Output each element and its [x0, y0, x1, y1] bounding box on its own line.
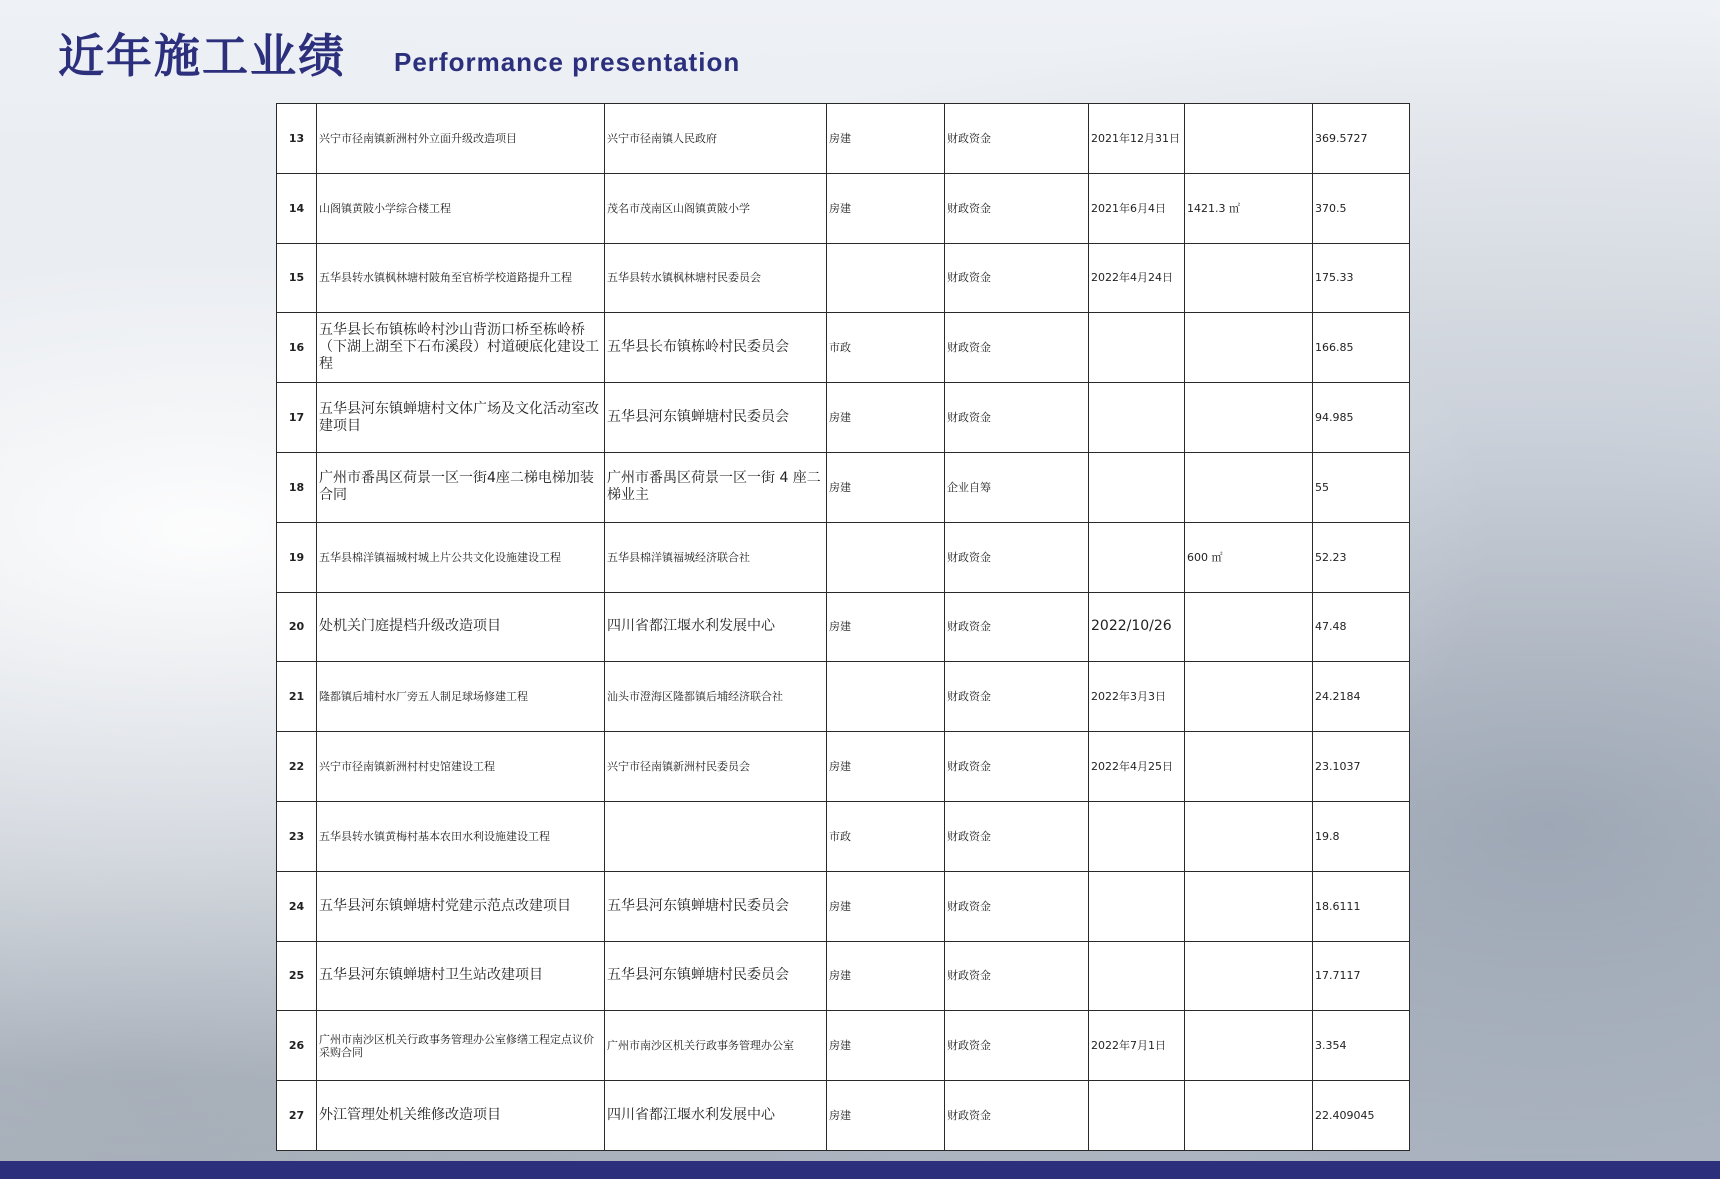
page-subtitle: Performance presentation — [394, 47, 741, 77]
completion-date-cell — [1089, 383, 1185, 453]
project-type-cell: 房建 — [827, 1011, 945, 1081]
owner-name-cell: 广州市番禺区荷景一区一街 4 座二梯业主 — [605, 452, 827, 522]
area-cell — [1185, 871, 1313, 941]
project-type-cell: 房建 — [827, 732, 945, 802]
owner-name-cell: 五华县河东镇蝉塘村民委员会 — [605, 383, 827, 453]
fund-source-cell: 财政资金 — [945, 1011, 1089, 1081]
row-number-cell: 13 — [277, 104, 317, 174]
project-name-cell: 处机关门庭提档升级改造项目 — [317, 592, 605, 662]
project-type-cell: 房建 — [827, 871, 945, 941]
area-cell — [1185, 104, 1313, 174]
performance-table — [276, 103, 1410, 1151]
project-name-cell: 五华县转水镇枫林塘村陂角至官桥学校道路提升工程 — [317, 243, 605, 313]
project-name-cell: 兴宁市径南镇新洲村外立面升级改造项目 — [317, 104, 605, 174]
row-number-cell: 20 — [277, 592, 317, 662]
owner-name-cell: 四川省都江堰水利发展中心 — [605, 592, 827, 662]
row-number-cell: 27 — [277, 1081, 317, 1151]
contract-amount-cell: 17.7117 — [1313, 941, 1410, 1011]
completion-date-cell: 2021年12月31日 — [1089, 104, 1185, 174]
row-number-cell: 26 — [277, 1011, 317, 1081]
area-cell — [1185, 1081, 1313, 1151]
table-row — [277, 871, 1410, 941]
owner-name-cell: 五华县河东镇蝉塘村民委员会 — [605, 941, 827, 1011]
owner-name-cell — [605, 801, 827, 871]
completion-date-cell — [1089, 941, 1185, 1011]
completion-date-cell: 2022年3月3日 — [1089, 662, 1185, 732]
owner-name-cell: 五华县棉洋镇福城经济联合社 — [605, 522, 827, 592]
table-row — [277, 452, 1410, 522]
fund-source-cell: 财政资金 — [945, 941, 1089, 1011]
row-number-cell: 23 — [277, 801, 317, 871]
project-type-cell: 房建 — [827, 104, 945, 174]
row-number-cell: 16 — [277, 313, 317, 383]
project-type-cell: 市政 — [827, 801, 945, 871]
owner-name-cell: 五华县转水镇枫林塘村民委员会 — [605, 243, 827, 313]
row-number-cell: 21 — [277, 662, 317, 732]
owner-name-cell: 兴宁市径南镇人民政府 — [605, 104, 827, 174]
fund-source-cell: 财政资金 — [945, 522, 1089, 592]
project-type-cell — [827, 662, 945, 732]
project-type-cell — [827, 243, 945, 313]
row-number-cell: 15 — [277, 243, 317, 313]
area-cell — [1185, 941, 1313, 1011]
project-type-cell: 房建 — [827, 1081, 945, 1151]
table-row — [277, 383, 1410, 453]
fund-source-cell: 财政资金 — [945, 313, 1089, 383]
contract-amount-cell: 55 — [1313, 452, 1410, 522]
area-cell — [1185, 243, 1313, 313]
area-cell — [1185, 313, 1313, 383]
contract-amount-cell: 18.6111 — [1313, 871, 1410, 941]
project-name-cell: 五华县转水镇黄梅村基本农田水利设施建设工程 — [317, 801, 605, 871]
completion-date-cell: 2022年4月25日 — [1089, 732, 1185, 802]
table-row — [277, 941, 1410, 1011]
area-cell — [1185, 1011, 1313, 1081]
fund-source-cell: 财政资金 — [945, 801, 1089, 871]
table-row — [277, 104, 1410, 174]
footer-bar — [0, 1161, 1720, 1179]
fund-source-cell: 财政资金 — [945, 732, 1089, 802]
contract-amount-cell: 23.1037 — [1313, 732, 1410, 802]
area-cell — [1185, 801, 1313, 871]
area-cell — [1185, 383, 1313, 453]
contract-amount-cell: 52.23 — [1313, 522, 1410, 592]
project-name-cell: 五华县河东镇蝉塘村党建示范点改建项目 — [317, 871, 605, 941]
table-row — [277, 522, 1410, 592]
fund-source-cell: 财政资金 — [945, 243, 1089, 313]
project-type-cell — [827, 522, 945, 592]
project-name-cell: 隆都镇后埔村水厂旁五人制足球场修建工程 — [317, 662, 605, 732]
table-row — [277, 1011, 1410, 1081]
owner-name-cell: 茂名市茂南区山阁镇黄陂小学 — [605, 173, 827, 243]
project-name-cell: 五华县河东镇蝉塘村文体广场及文化活动室改建项目 — [317, 383, 605, 453]
row-number-cell: 17 — [277, 383, 317, 453]
table-row — [277, 243, 1410, 313]
contract-amount-cell: 369.5727 — [1313, 104, 1410, 174]
area-cell — [1185, 662, 1313, 732]
completion-date-cell: 2021年6月4日 — [1089, 173, 1185, 243]
project-type-cell: 房建 — [827, 452, 945, 522]
table-row — [277, 662, 1410, 732]
fund-source-cell: 财政资金 — [945, 871, 1089, 941]
completion-date-cell — [1089, 801, 1185, 871]
owner-name-cell: 汕头市澄海区隆都镇后埔经济联合社 — [605, 662, 827, 732]
project-name-cell: 外江管理处机关维修改造项目 — [317, 1081, 605, 1151]
project-name-cell: 五华县长布镇栋岭村沙山背沥口桥至栋岭桥（下湖上湖至下石布溪段）村道硬底化建设工程 — [317, 313, 605, 383]
area-cell: 1421.3 ㎡ — [1185, 173, 1313, 243]
contract-amount-cell: 166.85 — [1313, 313, 1410, 383]
project-name-cell: 兴宁市径南镇新洲村村史馆建设工程 — [317, 732, 605, 802]
project-type-cell: 房建 — [827, 592, 945, 662]
fund-source-cell: 企业自筹 — [945, 452, 1089, 522]
fund-source-cell: 财政资金 — [945, 383, 1089, 453]
row-number-cell: 25 — [277, 941, 317, 1011]
project-name-cell: 五华县河东镇蝉塘村卫生站改建项目 — [317, 941, 605, 1011]
area-cell — [1185, 732, 1313, 802]
contract-amount-cell: 19.8 — [1313, 801, 1410, 871]
contract-amount-cell: 3.354 — [1313, 1011, 1410, 1081]
owner-name-cell: 兴宁市径南镇新洲村民委员会 — [605, 732, 827, 802]
owner-name-cell: 广州市南沙区机关行政事务管理办公室 — [605, 1011, 827, 1081]
row-number-cell: 18 — [277, 452, 317, 522]
completion-date-cell — [1089, 522, 1185, 592]
completion-date-cell: 2022年7月1日 — [1089, 1011, 1185, 1081]
table-row — [277, 592, 1410, 662]
project-name-cell: 广州市番禺区荷景一区一街4座二梯电梯加装合同 — [317, 452, 605, 522]
fund-source-cell: 财政资金 — [945, 1081, 1089, 1151]
completion-date-cell — [1089, 452, 1185, 522]
project-name-cell: 山阁镇黄陂小学综合楼工程 — [317, 173, 605, 243]
contract-amount-cell: 94.985 — [1313, 383, 1410, 453]
page-title: 近年施工业绩 — [58, 29, 346, 83]
fund-source-cell: 财政资金 — [945, 592, 1089, 662]
completion-date-cell: 2022/10/26 — [1089, 592, 1185, 662]
project-type-cell: 房建 — [827, 173, 945, 243]
contract-amount-cell: 47.48 — [1313, 592, 1410, 662]
fund-source-cell: 财政资金 — [945, 104, 1089, 174]
project-name-cell: 五华县棉洋镇福城村城上片公共文化设施建设工程 — [317, 522, 605, 592]
contract-amount-cell: 22.409045 — [1313, 1081, 1410, 1151]
row-number-cell: 22 — [277, 732, 317, 802]
owner-name-cell: 四川省都江堰水利发展中心 — [605, 1081, 827, 1151]
owner-name-cell: 五华县河东镇蝉塘村民委员会 — [605, 871, 827, 941]
project-type-cell: 房建 — [827, 383, 945, 453]
completion-date-cell: 2022年4月24日 — [1089, 243, 1185, 313]
project-type-cell: 房建 — [827, 941, 945, 1011]
area-cell — [1185, 592, 1313, 662]
row-number-cell: 24 — [277, 871, 317, 941]
table-row — [277, 173, 1410, 243]
fund-source-cell: 财政资金 — [945, 662, 1089, 732]
table-row — [277, 801, 1410, 871]
contract-amount-cell: 24.2184 — [1313, 662, 1410, 732]
completion-date-cell — [1089, 871, 1185, 941]
contract-amount-cell: 175.33 — [1313, 243, 1410, 313]
performance-table-wrap — [276, 103, 1409, 1151]
table-row — [277, 313, 1410, 383]
owner-name-cell: 五华县长布镇栋岭村民委员会 — [605, 313, 827, 383]
project-name-cell: 广州市南沙区机关行政事务管理办公室修缮工程定点议价采购合同 — [317, 1011, 605, 1081]
area-cell: 600 ㎡ — [1185, 522, 1313, 592]
area-cell — [1185, 452, 1313, 522]
fund-source-cell: 财政资金 — [945, 173, 1089, 243]
project-type-cell: 市政 — [827, 313, 945, 383]
row-number-cell: 19 — [277, 522, 317, 592]
contract-amount-cell: 370.5 — [1313, 173, 1410, 243]
completion-date-cell — [1089, 1081, 1185, 1151]
completion-date-cell — [1089, 313, 1185, 383]
table-row — [277, 1081, 1410, 1151]
table-row — [277, 732, 1410, 802]
row-number-cell: 14 — [277, 173, 317, 243]
